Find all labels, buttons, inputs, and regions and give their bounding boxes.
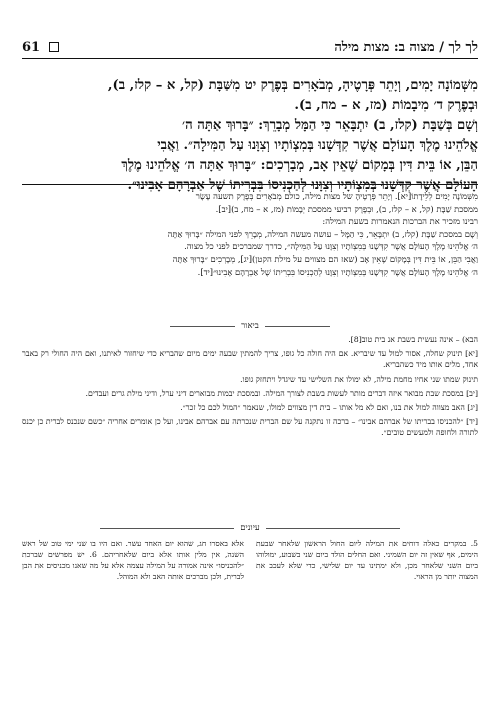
- footnote-column-left: אלא באסרו חג, שהוא יום האחד עשר. ואם היו בו שני ימי טוב של ראש השנה, אין מלין אותו אלא ביום שלאחריהם. 6. יש מפרשים שברכת ״להכניסו״ אינה אמורה על המילה עצמה אלא על מה שאנו מכניסים את הבן לברית, ולכן מברכים אותה האב ולא המוהל.: [22, 539, 244, 581]
- note-paragraph: הבא) – אינה נעשית בשבת אנ בית טוב[8].: [348, 335, 478, 344]
- main-rule: [22, 184, 478, 185]
- footnotes-heading: עיונים: [0, 522, 500, 533]
- page-number-block: [22, 40, 63, 55]
- note-paragraph: [יד] ״להכניסו בבריתו של אברהם אבינו״ – ברכה זו נתקנה על שם הברית שנכרתה עם אברהם אבינו, ועל כן אומרים אחריה ״כשם שנכנס לברית כן יכנס לתורה ולחופה ולמעשים טובים״.: [22, 417, 478, 438]
- note-paragraph: [יב] במסכת שבת מבואר איזה דברים מותר לעשות בשבת לצורך המילה. ובמסכת יבמות מבוארים דיני ערל, ודיני מילת גרים ועבדים.: [85, 388, 478, 398]
- note-paragraph: [יג] האב מצווה למול את בנו, ואם לא מל אותו – בית דין מצווים למולו, שנאמר ״המול לכם כל זכר״.: [180, 403, 478, 413]
- main-line: וּבְפֶרֶק ד׳ מִיבָמוֹת (מז, א – מח, ב).: [294, 98, 478, 113]
- footnotes: [22, 538, 478, 582]
- commentary-line: וְשָׁם במסכת שַׁבָּת (קלז, ב) יִתְבָּאֵר, כִּי הַמָּל – עושה מעשה המילה, מְבָרֵךְ לפני המילה ״בָּרוּךְ אַתָּה: [167, 228, 478, 239]
- footnote-column-right: 5. במקרים כאלה דוחים את המילה ליום החול הראשון שלאחר שבעת הימים, אף שאין זה יום השמיני. ואם החלים הולד ביום שני בשבוע, ימולוהו ביום השני שלאחר מכן, ולא ימתינו עד יום שלישי, כדי שלא לעכב את המצוה יותר מן הראוי.: [256, 539, 478, 581]
- main-line: וְשָׁם בְּשַׁבָּת (קלז, ב) יִתְבָּאֵר כִּי הַמָּל מְבָרֵךְ: ״בָּרוּךְ אַתָּה ה׳: [182, 118, 478, 133]
- notes: [22, 334, 478, 442]
- commentary-line: רבינו מזכיר את הברכות הנאמרות בשעת המילה:: [322, 216, 478, 227]
- main-line: הַבֵּן, אוֹ בֵּית דִּין בְּמָקוֹם שֶׁאֵין אָב, מְבָרְכִים: ״בָּרוּךְ אַתָּה ה׳ אֱלֹהֵינוּ מֶלֶךְ: [121, 158, 478, 173]
- square-ornament-icon: [49, 42, 59, 52]
- commentary-line: מִשְּׁמוֹנָה יָמִים לְלֵידָתוֹ[יא]. וְיָתֵר פְּרָטֶיהָ של מצות מילה, כולם מְבֹאָרִים בְּפֶרֶק תשעה עָשָׂר: [195, 191, 478, 201]
- commentary-line: ה׳ אֱלֹהֵינוּ מֶלֶךְ הָעוֹלָם אֲשֶׁר קִדְּשָׁנוּ בְּמִצְוֹתָיו וְצִוָּנוּ עַל הַמִּילָה״, כדרך שמברכים לפני כל מצוה.: [184, 241, 478, 252]
- page-header: [22, 38, 478, 56]
- commentary-line: ה׳ אֱלֹהֵינוּ מֶלֶךְ הָעוֹלָם אֲשֶׁר קִדְּשָׁנוּ בְּמִצְוֹתָיו וְצִוָּנוּ לְהַכְנִיסוֹ בִּבְרִיתוֹ שֶׁל אַבְרָהָם אָבִינוּ״[יד].: [197, 266, 478, 277]
- commentary-line: ממסכת שַׁבָּת (קל, א – קלז, ב), וּבְפֶרֶק רביעי ממסכת יְבָמוֹת (מז, א – מח, ב)[יב].: [215, 203, 478, 214]
- main-line: מִשְּׁמוֹנָה יָמִים, וְיָתֵר פְּרָטֶיהָ, מְבֹאָרִים בְּפֶרֶק יט מִשַּׁבָּת (קל, א – קלז, ב),: [107, 78, 478, 93]
- main-line: אֱלֹהֵינוּ מֶלֶךְ הָעוֹלָם אֲשֶׁר קִדְּשָׁנוּ בְּמִצְוֹתָיו וְצִוָּנוּ עַל הַמִּילָה״. וַאֲבִי: [157, 138, 478, 153]
- commentary-line: וַאֲבִי הַבֵּן, אוֹ בֵּית דִּין בְּמָקוֹם שֶׁאֵין אָב (שאז הם מצווים על מילת הקטן)[יג], מְבָרְכִים ״בָּרוּךְ אַתָּה: [172, 253, 478, 264]
- note-paragraph: תינוק שמתו שני אחיו מחמת מילה, לא ימולו את השלישי עד שיגדל ויתחזק גופו.: [240, 374, 478, 384]
- main-text: [22, 76, 478, 196]
- note-paragraph: [יא] תינוק שחלה, אסור למול עד שיבריא. אם היה חולה כל גופו, צריך להמתין שבעה ימים מיום שהבריא כדי שיחזור לאיתנו, ואם היה החולי רק באבר אחד, מלים אותו מיד כשהבריא.: [22, 349, 478, 370]
- main-line: הָעוֹלָם אֲשֶׁר קִדְּשָׁנוּ בְּמִצְוֹתָיו וְצִוָּנוּ לְהַכְנִיסוֹ בִּבְרִיתוֹ שֶׁל אַבְרָהָם אָבִינוּ״.: [127, 178, 478, 193]
- running-title: לך לך / מצוה ב: מצות מילה: [334, 40, 478, 55]
- commentary: [22, 190, 478, 278]
- header-rule: [22, 58, 478, 59]
- page-number: 61: [22, 39, 41, 55]
- notes-heading: ביאור: [0, 320, 500, 331]
